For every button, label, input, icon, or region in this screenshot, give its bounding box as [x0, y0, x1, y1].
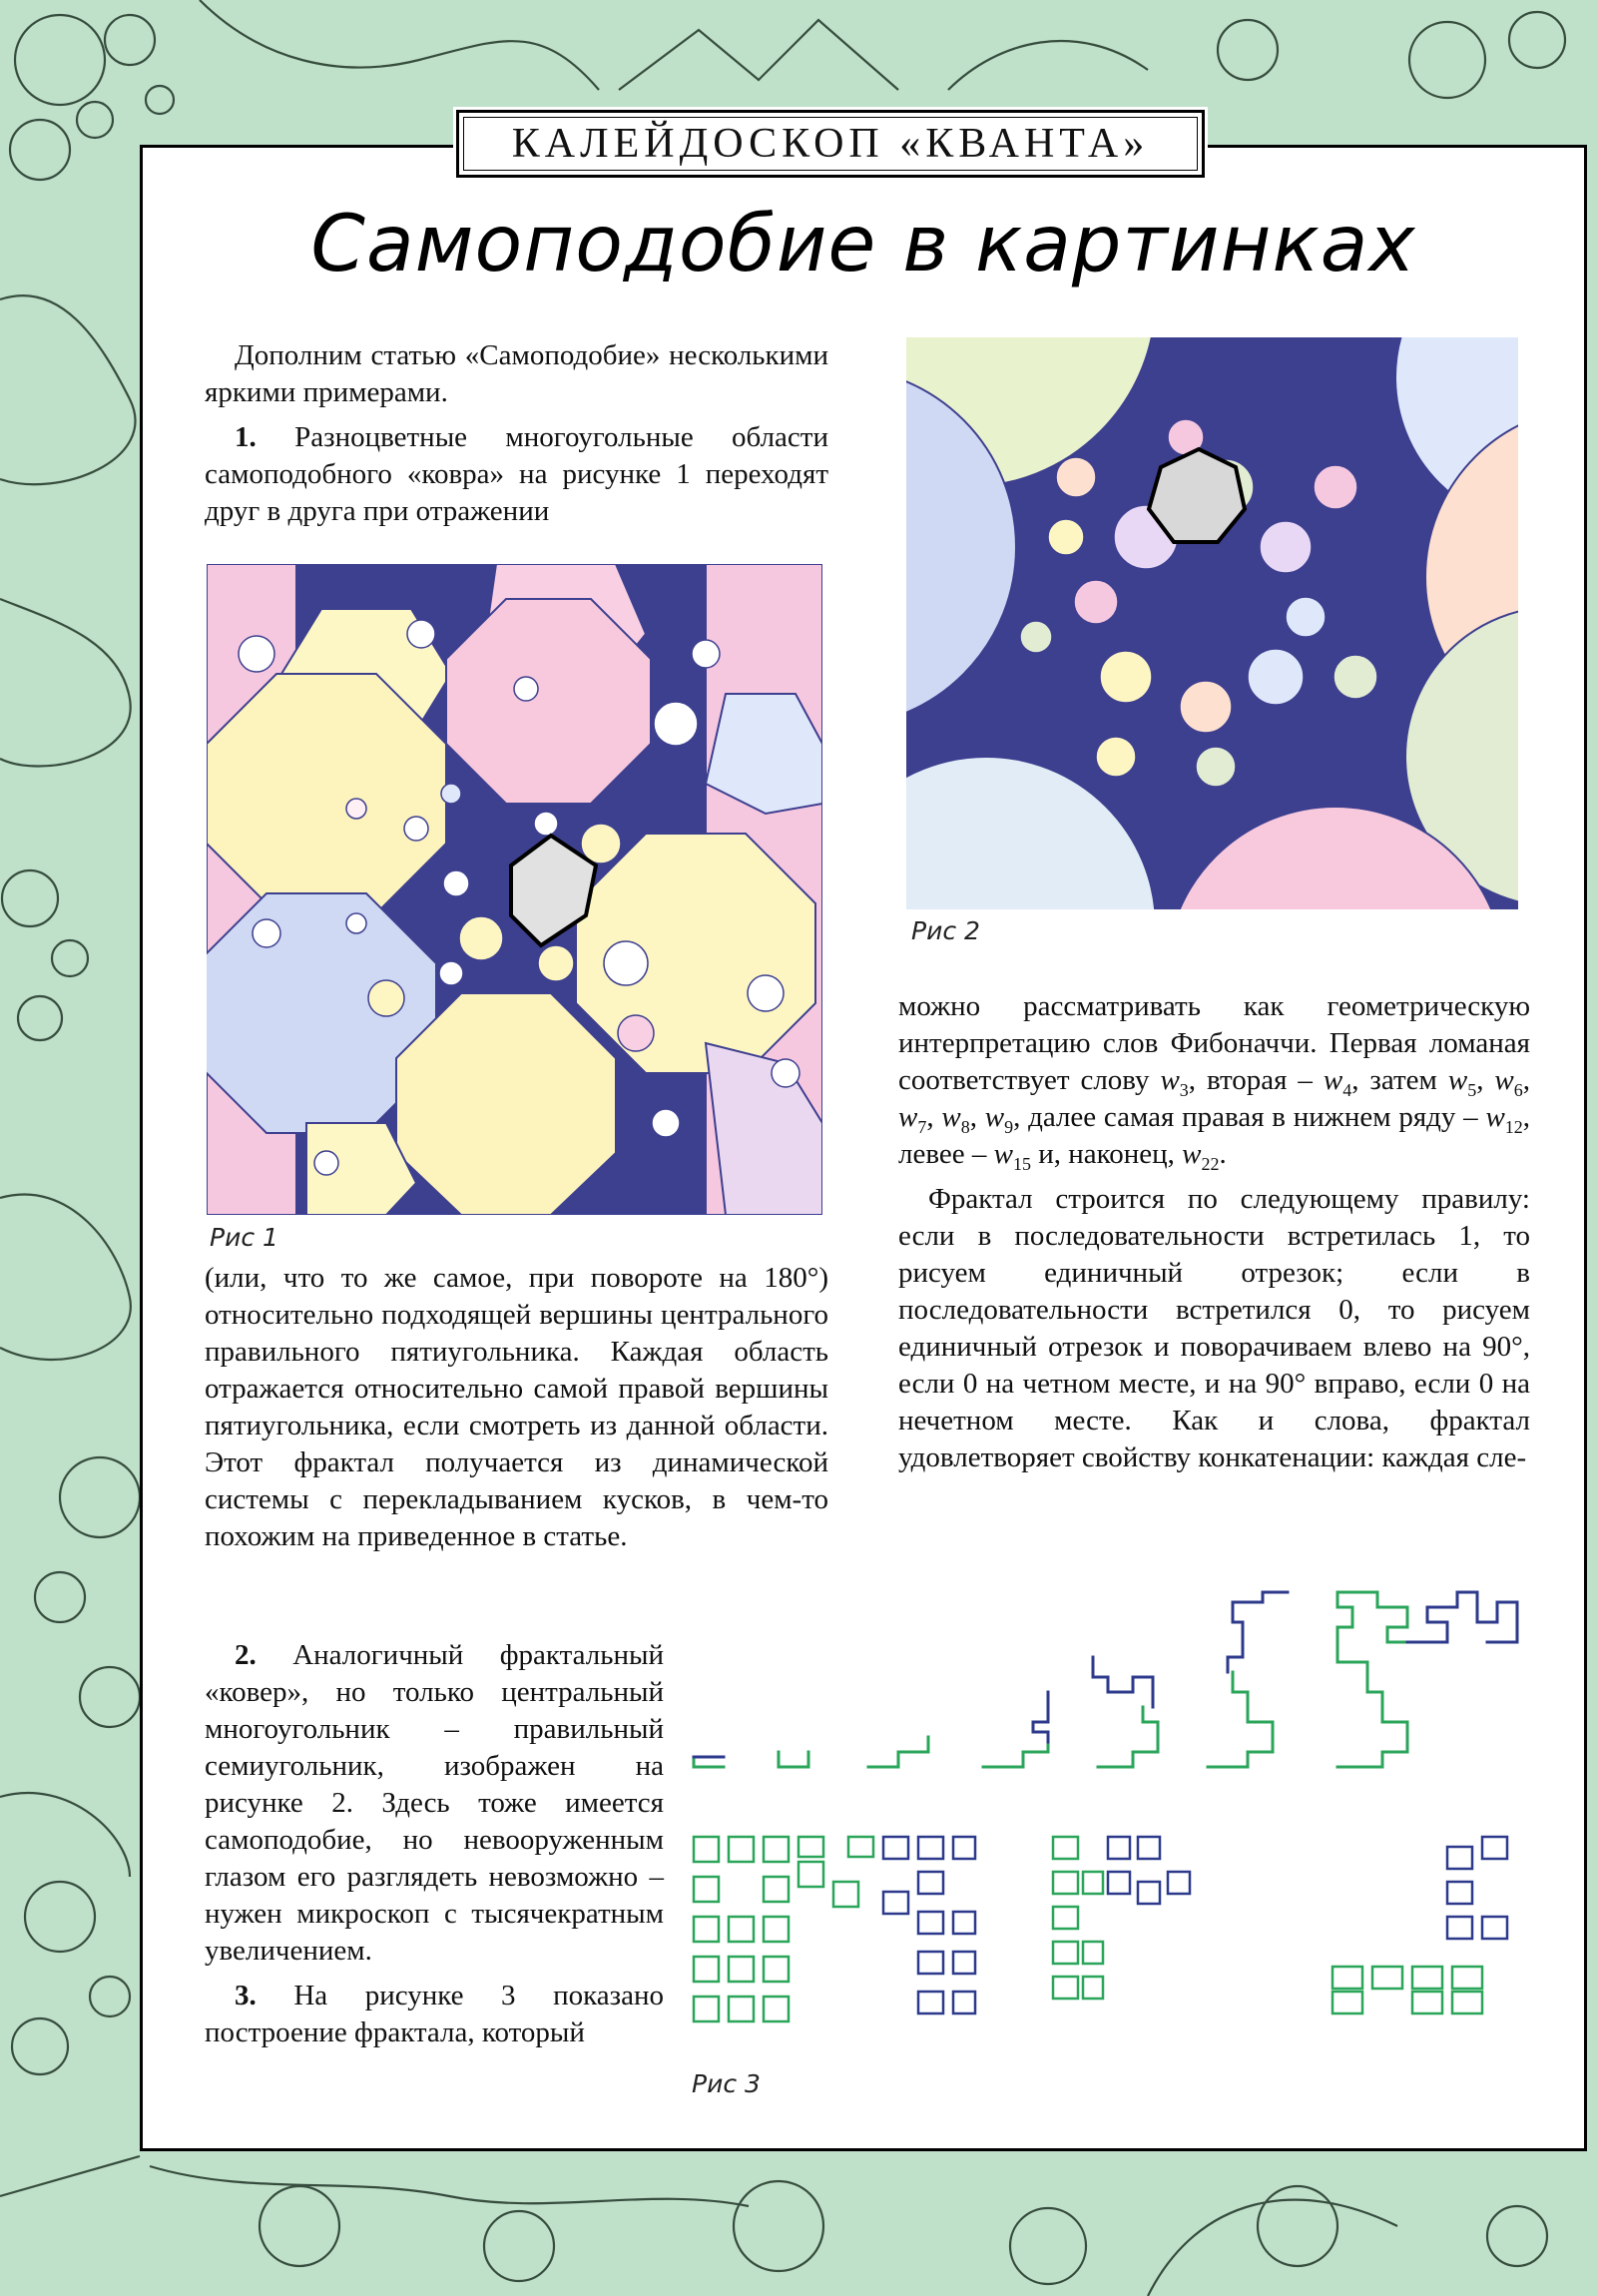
- item3-text: На рисунке 3 показано построение фрактала, который: [205, 1980, 664, 2048]
- word-w9-index: 9: [1004, 1116, 1014, 1137]
- word-w12-index: 12: [1504, 1116, 1523, 1137]
- fib-text-b: , вторая –: [1188, 1064, 1324, 1096]
- polyline-w5: [868, 1737, 928, 1767]
- word-w7: w: [898, 1101, 918, 1133]
- figure-1-caption: Рис 1: [210, 1223, 278, 1252]
- page-title: Самоподобие в картинках: [310, 200, 1416, 289]
- word-w8: w: [941, 1101, 961, 1133]
- fib-sep-6: ,: [1476, 1064, 1495, 1096]
- word-w5-index: 5: [1467, 1079, 1477, 1100]
- word-w5: w: [1447, 1064, 1468, 1096]
- figure-2-fractal: [906, 337, 1518, 909]
- intro-paragraph: Дополним статью «Самоподобие» несколькими яркими примерами.: [205, 339, 828, 408]
- fib-text-f: и, наконец,: [1030, 1138, 1183, 1170]
- item1-text: Разноцветные многоугольные области самоподобного «ковра» на рисунке 1 переходят друг в друга при отражении: [205, 421, 828, 527]
- word-w22-index: 22: [1201, 1153, 1220, 1174]
- item2-number: 2.: [235, 1639, 257, 1671]
- fib-text-a: можно рассматривать как геометрическую интерпретацию слов Фибоначчи. Первая ломаная соответствует слову: [898, 990, 1530, 1096]
- word-w22: w: [1182, 1138, 1202, 1170]
- right-column-text: [898, 988, 1530, 1484]
- word-w15: w: [993, 1138, 1013, 1170]
- word-w15-index: 15: [1012, 1153, 1031, 1174]
- figure-1-fractal: [207, 564, 822, 1215]
- word-w8-index: 8: [960, 1116, 970, 1137]
- word-w6: w: [1494, 1064, 1514, 1096]
- item1-paragraph: [205, 419, 828, 530]
- word-w3: w: [1160, 1064, 1180, 1096]
- rule-paragraph: Фрактал строится по следующему правилу: если в последовательности встретилась 1, то рисуем единичный отрезок; если в последовательности встретился 0, то рисуем единичный отрезок и поворачиваем влево на 90°, если 0 на четном месте, и на 90° вправо, если 0 на нечетном месте. Как и слова, фрактал удовлетворяет свойству конкатенации: каждая сле-: [898, 1183, 1530, 1473]
- word-w12: w: [1485, 1101, 1505, 1133]
- polyline-w7: [1098, 1707, 1158, 1767]
- fib-text-c: , затем: [1351, 1064, 1448, 1096]
- polyline-w6: [983, 1742, 1048, 1767]
- polyline-w8: [1208, 1672, 1273, 1767]
- left-column-items: [205, 1637, 664, 2059]
- figure-3-fractal: [689, 1582, 1537, 2041]
- polyline-w9: [1337, 1592, 1407, 1767]
- word-w7-index: 7: [917, 1116, 927, 1137]
- word-w3-index: 3: [1179, 1079, 1189, 1100]
- fib-text-e: , левее –: [898, 1101, 1531, 1170]
- word-w4-index: 4: [1342, 1079, 1352, 1100]
- item1-continuation: (или, что то же самое, при повороте на 180°) относительно подходящей вершины центрального правильного пятиугольника. Каждая область отражается относительно самой правой вершины пятиугольника, если смотреть из данной области. Этот фрактал получается из динамической системы с перекладыванием кусков, в чем-то похожим на приведенное в статье.: [205, 1262, 828, 1552]
- fibonacci-paragraph: [898, 988, 1530, 1173]
- item1-number: 1.: [235, 421, 257, 453]
- fib-sep-8: ,: [926, 1101, 942, 1133]
- item2-paragraph: [205, 1637, 664, 1970]
- figure-2-caption: Рис 2: [911, 916, 980, 945]
- left-column-top: [205, 337, 828, 538]
- item2-text: Аналогичный фрактальный «ковер», но только центральный многоугольник – правильный семиугольник, изображен на рисунке 2. Здесь тоже имеется самоподобие, но невооруженным глазом его разглядеть невозможно – нужен микроскоп с тысячекратным увеличением.: [205, 1639, 665, 1967]
- fib-sep-7: ,: [1522, 1064, 1530, 1096]
- item3-paragraph: [205, 1978, 664, 2051]
- fib-text-d: , далее самая правая в нижнем ряду –: [1013, 1101, 1486, 1133]
- word-w9: w: [984, 1101, 1005, 1133]
- word-w4: w: [1323, 1064, 1343, 1096]
- fib-sep-9: ,: [969, 1101, 985, 1133]
- section-header: [456, 110, 1205, 178]
- figure-3-caption: Рис 3: [692, 2069, 761, 2098]
- fib-text-g: .: [1219, 1138, 1227, 1170]
- polyline-w4: [779, 1752, 808, 1767]
- item3-number: 3.: [235, 1980, 257, 2011]
- word-w6-index: 6: [1513, 1079, 1523, 1100]
- left-column-bottom: [205, 1260, 828, 1563]
- section-title: КАЛЕЙДОСКОП «КВАНТА»: [511, 121, 1150, 167]
